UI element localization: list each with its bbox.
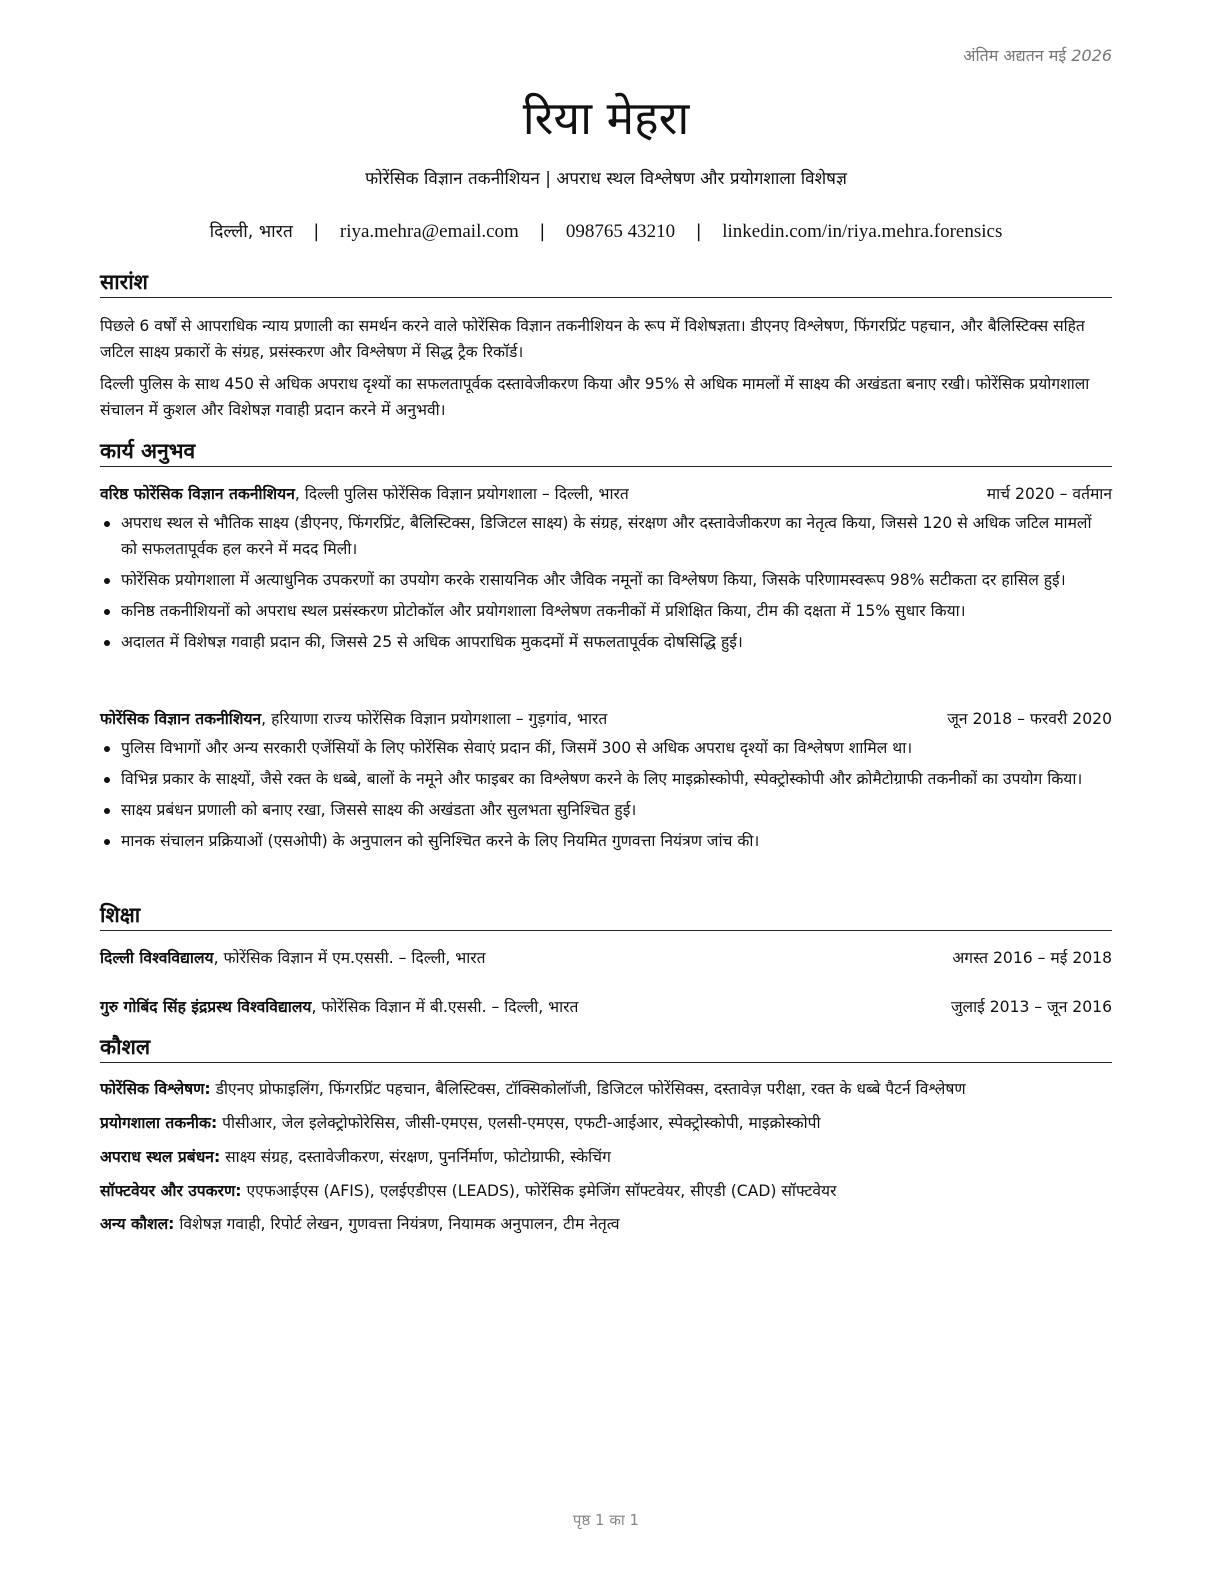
resume-page xyxy=(100,0,1112,1584)
skill-label: प्रयोगशाला तकनीक: xyxy=(100,1114,218,1132)
last-updated-year: 2026 xyxy=(1071,46,1112,65)
education-dates: जुलाई 2013 – जून 2016 xyxy=(950,998,1112,1016)
job-dates: जून 2018 – फरवरी 2020 xyxy=(947,710,1112,728)
contact-phone[interactable]: 098765 43210 xyxy=(565,221,676,242)
skill-line xyxy=(100,1211,1112,1237)
job-bullet: पुलिस विभागों और अन्य सरकारी एजेंसियों के लिए फोरेंसिक सेवाएं प्रदान कीं, जिसमें 300 से अधिक अपराध दृश्यों का विश्लेषण शामिल था। xyxy=(100,735,1112,761)
job-bullets xyxy=(100,510,1112,660)
last-updated-label: अंतिम अद्यतन मई xyxy=(963,46,1067,65)
job-organization: , दिल्ली पुलिस फोरेंसिक विज्ञान प्रयोगशाला – दिल्ली, भारत xyxy=(294,485,629,503)
skill-label: फोरेंसिक विश्लेषण: xyxy=(100,1080,211,1098)
contact-line xyxy=(100,219,1112,243)
section-heading-education: शिक्षा xyxy=(100,901,1112,931)
job-bullet: विभिन्न प्रकार के साक्ष्यों, जैसे रक्त के धब्बे, बालों के नमूने और फाइबर का विश्लेषण करने के लिए माइक्रोस्कोपी, स्पेक्ट्रोस्कोपी और क्रोमैटोग्राफी तकनीकों का उपयोग किया। xyxy=(100,766,1112,792)
skill-values: एएफआईएस (AFIS), एलईएडीएस (LEADS), फोरेंसिक इमेजिंग सॉफ्टवेयर, सीएडी (CAD) सॉफ्टवेयर xyxy=(241,1182,837,1200)
skill-label: सॉफ्टवेयर और उपकरण: xyxy=(100,1182,242,1200)
skill-values: डीएनए प्रोफाइलिंग, फिंगरप्रिंट पहचान, बैलिस्टिक्स, टॉक्सिकोलॉजी, डिजिटल फोरेंसिक्स, दस्तावेज़ परीक्षा, रक्त के धब्बे पैटर्न विश्लेषण xyxy=(210,1080,966,1098)
education-dates: अगस्त 2016 – मई 2018 xyxy=(952,949,1112,967)
page-number: पृष्ठ 1 का 1 xyxy=(572,1511,640,1529)
last-updated xyxy=(963,44,1112,66)
job-bullet: अपराध स्थल से भौतिक साक्ष्य (डीएनए, फिंगरप्रिंट, बैलिस्टिक्स, डिजिटल साक्ष्य) के संग्रह, संरक्षण और दस्तावेजीकरण का नेतृत्व किया, जिससे 120 से अधिक जटिल मामलों को सफलतापूर्वक हल करने में मदद मिली। xyxy=(100,510,1112,562)
skill-values: विशेषज्ञ गवाही, रिपोर्ट लेखन, गुणवत्ता नियंत्रण, नियामक अनुपालन, टीम नेतृत्व xyxy=(174,1215,620,1233)
job-title: वरिष्ठ फोरेंसिक विज्ञान तकनीशियन xyxy=(100,485,295,503)
job-title: फोरेंसिक विज्ञान तकनीशियन xyxy=(100,710,262,728)
candidate-name: रिया मेहरा xyxy=(522,91,690,145)
education-entry xyxy=(100,945,1112,971)
section-heading-experience: कार्य अनुभव xyxy=(100,437,1112,467)
job-bullets xyxy=(100,735,1112,859)
education-school: गुरु गोबिंद सिंह इंद्रप्रस्थ विश्वविद्यालय xyxy=(100,998,312,1016)
summary-paragraph: दिल्ली पुलिस के साथ 450 से अधिक अपराध दृश्यों का सफलतापूर्वक दस्तावेजीकरण किया और 95% से अधिक मामलों में साक्ष्य की अखंडता बनाए रखी। फोरेंसिक प्रयोगशाला संचालन में कुशल और विशेषज्ञ गवाही प्रदान करने में अनुभवी। xyxy=(100,375,1090,419)
education-school: दिल्ली विश्वविद्यालय xyxy=(100,949,214,967)
section-heading-skills: कौशल xyxy=(100,1033,1112,1063)
job-organization: , हरियाणा राज्य फोरेंसिक विज्ञान प्रयोगशाला – गुड़गांव, भारत xyxy=(261,710,608,728)
skill-line xyxy=(100,1110,1112,1136)
job-header xyxy=(100,706,1112,732)
job-bullet: फोरेंसिक प्रयोगशाला में अत्याधुनिक उपकरणों का उपयोग करके रासायनिक और जैविक नमूनों का विश्लेषण किया, जिसके परिणामस्वरूप 98% सटीकता दर हासिल हुई। xyxy=(100,567,1112,593)
skill-label: अपराध स्थल प्रबंधन: xyxy=(100,1148,221,1166)
contact-linkedin[interactable]: linkedin.com/in/riya.mehra.forensics xyxy=(722,221,1003,242)
contact-separator: | xyxy=(313,222,320,242)
skill-label: अन्य कौशल: xyxy=(100,1215,175,1233)
skill-values: पीसीआर, जेल इलेक्ट्रोफोरेसिस, जीसी-एमएस, एलसी-एमएस, एफटी-आईआर, स्पेक्ट्रोस्कोपी, माइक्रोस्कोपी xyxy=(217,1114,821,1132)
summary-paragraph: पिछले 6 वर्षों से आपराधिक न्याय प्रणाली का समर्थन करने वाले फोरेंसिक विज्ञान तकनीशियन के रूप में विशेषज्ञता। डीएनए विश्लेषण, फिंगरप्रिंट पहचान, और बैलिस्टिक्स सहित जटिल साक्ष्य प्रकारों के संग्रह, प्रसंस्करण और विश्लेषण में सिद्ध ट्रैक रिकॉर्ड। xyxy=(100,317,1085,361)
skill-values: साक्ष्य संग्रह, दस्तावेजीकरण, संरक्षण, पुनर्निर्माण, फोटोग्राफी, स्केचिंग xyxy=(220,1148,611,1166)
job-bullet: अदालत में विशेषज्ञ गवाही प्रदान की, जिससे 25 से अधिक आपराधिक मुकदमों में सफलतापूर्वक दोषसिद्धि हुई। xyxy=(100,629,1112,655)
job-dates: मार्च 2020 – वर्तमान xyxy=(986,485,1112,503)
education-entry xyxy=(100,994,1112,1020)
skill-line xyxy=(100,1076,1112,1102)
job-bullet: कनिष्ठ तकनीशियनों को अपराध स्थल प्रसंस्करण प्रोटोकॉल और प्रयोगशाला विश्लेषण तकनीकों में प्रशिक्षित किया, टीम की दक्षता में 15% सुधार किया। xyxy=(100,598,1112,624)
candidate-tagline: फोरेंसिक विज्ञान तकनीशियन | अपराध स्थल विश्लेषण और प्रयोगशाला विशेषज्ञ xyxy=(365,169,847,189)
job-bullet: साक्ष्य प्रबंधन प्रणाली को बनाए रखा, जिससे साक्ष्य की अखंडता और सुलभता सुनिश्चित हुई। xyxy=(100,797,1112,823)
skill-line xyxy=(100,1144,1112,1170)
skill-line xyxy=(100,1178,1112,1204)
section-heading-summary: सारांश xyxy=(100,268,1112,298)
education-degree: , फोरेंसिक विज्ञान में एम.एससी. – दिल्ली, भारत xyxy=(213,949,486,967)
contact-location: दिल्ली, भारत xyxy=(209,222,293,242)
education-degree: , फोरेंसिक विज्ञान में बी.एससी. – दिल्ली, भारत xyxy=(311,998,579,1016)
job-bullet: मानक संचालन प्रक्रियाओं (एसओपी) के अनुपालन को सुनिश्चित करने के लिए नियमित गुणवत्ता नियंत्रण जांच की। xyxy=(100,828,1112,854)
contact-separator: | xyxy=(539,222,546,242)
job-header xyxy=(100,481,1112,507)
contact-email[interactable]: riya.mehra@email.com xyxy=(339,221,519,242)
contact-separator: | xyxy=(695,222,702,242)
